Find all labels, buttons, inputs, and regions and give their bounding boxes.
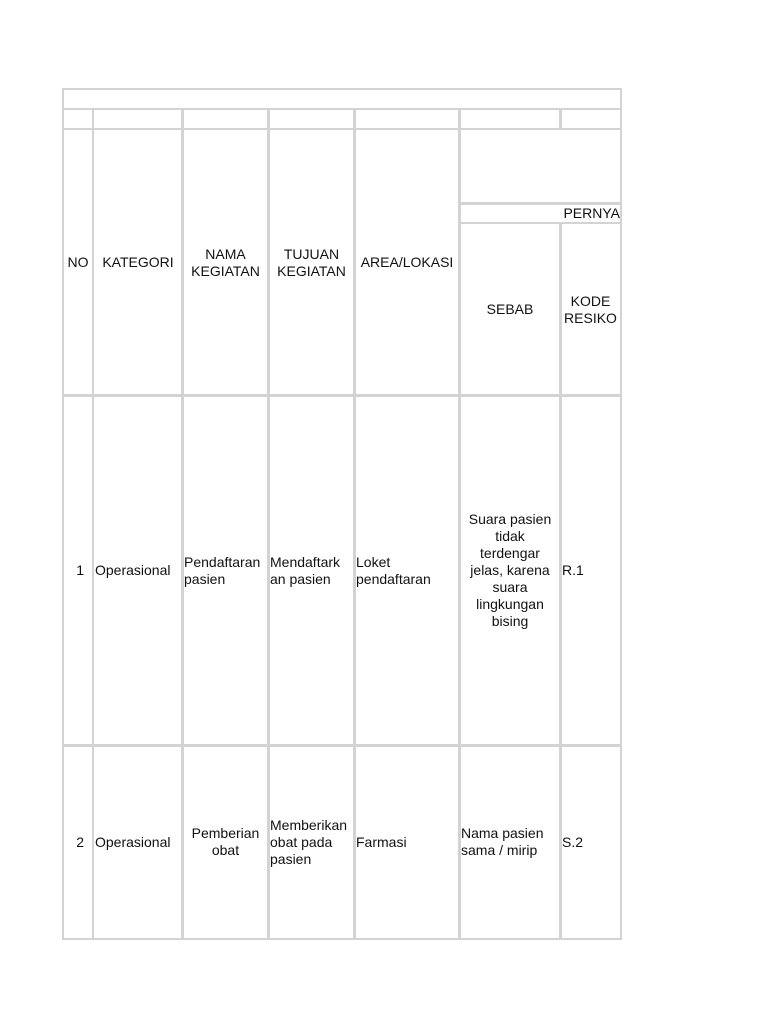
row1-sebab: Suara pasien tidak terdengar jelas, karena suara lingkungan bising bbox=[458, 394, 562, 747]
header-kategori: KATEGORI bbox=[92, 128, 184, 397]
row1-kode-resiko: R.1 bbox=[559, 394, 622, 747]
header-area-lokasi: AREA/LOKASI bbox=[353, 128, 461, 397]
blank-cell bbox=[267, 108, 356, 130]
row1-kategori: Operasional bbox=[92, 394, 184, 747]
row2-no: 2 bbox=[62, 744, 94, 940]
group-header-blank bbox=[458, 128, 622, 205]
row2-kategori: Operasional bbox=[92, 744, 184, 940]
header-kode-resiko: KODE RESIKO bbox=[559, 222, 622, 397]
header-sebab: SEBAB bbox=[458, 222, 562, 397]
blank-cell bbox=[353, 108, 461, 130]
row2-sebab: Nama pasien sama / mirip bbox=[458, 744, 562, 940]
blank-cell bbox=[181, 108, 270, 130]
header-pernyataan-group: PERNYA bbox=[458, 202, 622, 224]
row1-no: 1 bbox=[62, 394, 94, 747]
title-row-cell bbox=[62, 88, 622, 110]
row2-tujuan-kegiatan: Memberikan obat pada pasien bbox=[267, 744, 356, 940]
row1-nama-kegiatan: Pendaftaran pasien bbox=[181, 394, 270, 747]
blank-cell bbox=[62, 108, 94, 130]
row2-area-lokasi: Farmasi bbox=[353, 744, 461, 940]
row2-kode-resiko: S.2 bbox=[559, 744, 622, 940]
blank-cell bbox=[559, 108, 622, 130]
header-no: NO bbox=[62, 128, 94, 397]
row2-nama-kegiatan: Pemberian obat bbox=[181, 744, 270, 940]
blank-cell bbox=[92, 108, 184, 130]
header-nama-kegiatan: NAMA KEGIATAN bbox=[181, 128, 270, 397]
row1-tujuan-kegiatan: Mendaftark an pasien bbox=[267, 394, 356, 747]
blank-cell bbox=[458, 108, 562, 130]
header-tujuan-kegiatan: TUJUAN KEGIATAN bbox=[267, 128, 356, 397]
row1-area-lokasi: Loket pendaftaran bbox=[353, 394, 461, 747]
